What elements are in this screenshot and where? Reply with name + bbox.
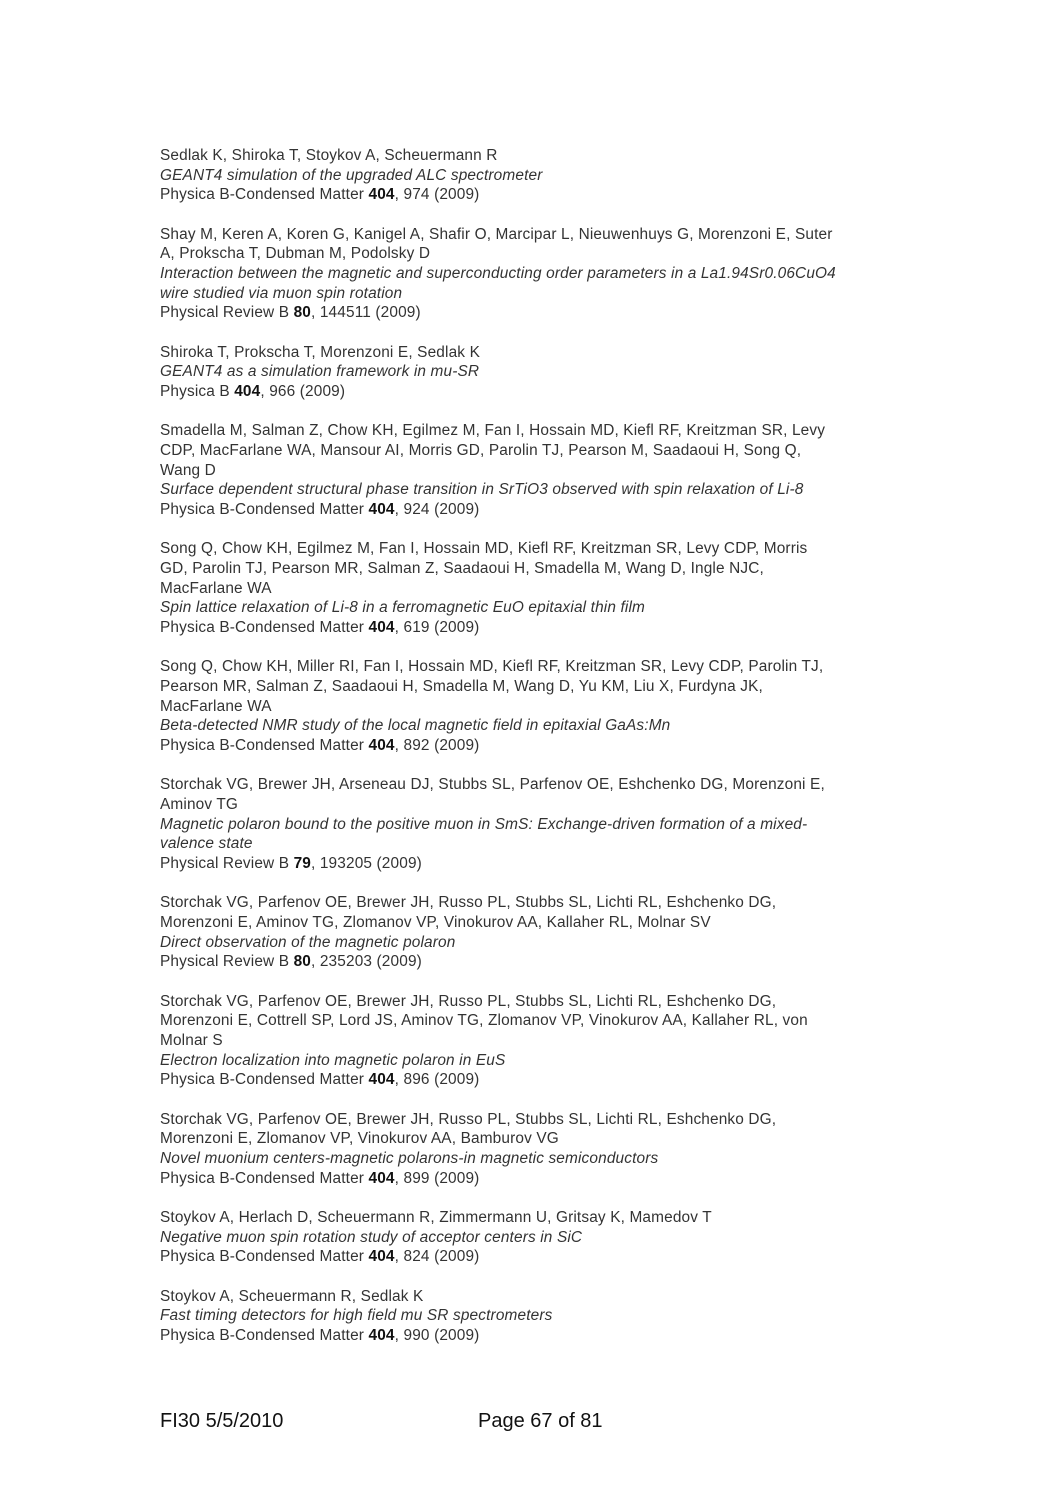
- journal-name: Physica B-Condensed Matter: [160, 1248, 369, 1266]
- reference-entry: [160, 421, 836, 519]
- reference-authors: Shay M, Keren A, Koren G, Kanigel A, Shafir O, Marcipar L, Nieuwenhuys G, Morenzoni E, Suter: [160, 225, 833, 243]
- reference-authors: Wang D: [160, 461, 216, 479]
- reference-title: Fast timing detectors for high field mu SR spectrometers: [160, 1307, 553, 1325]
- pages-year: , 235203 (2009): [311, 953, 422, 971]
- reference-authors: GD, Parolin TJ, Pearson MR, Salman Z, Saadaoui H, Smadella M, Wang D, Ingle NJC,: [160, 560, 764, 578]
- journal-name: Physica B-Condensed Matter: [160, 186, 369, 204]
- pages-year: , 896 (2009): [394, 1071, 480, 1089]
- reference-authors: Smadella M, Salman Z, Chow KH, Egilmez M, Fan I, Hossain MD, Kiefl RF, Kreitzman SR, Levy: [160, 422, 826, 440]
- reference-authors: Molnar S: [160, 1032, 223, 1050]
- journal-volume: 404: [368, 501, 395, 519]
- reference-citation: [160, 618, 836, 638]
- reference-authors: Storchak VG, Parfenov OE, Brewer JH, Russo PL, Stubbs SL, Lichti RL, Eshchenko DG,: [160, 1110, 777, 1128]
- reference-citation: [160, 1326, 836, 1346]
- footer-document-date: FI30 5/5/2010: [160, 1410, 284, 1432]
- reference-citation: [160, 185, 836, 205]
- reference-citation: [160, 854, 836, 874]
- reference-citation: [160, 952, 836, 972]
- reference-authors: Morenzoni E, Cottrell SP, Lord JS, Aminov TG, Zlomanov VP, Vinokurov AA, Kallaher RL, von: [160, 1012, 808, 1030]
- reference-authors: Stoykov A, Scheuermann R, Sedlak K: [160, 1287, 424, 1305]
- reference-citation: [160, 500, 836, 520]
- journal-name: Physical Review B: [160, 304, 294, 322]
- pages-year: , 924 (2009): [394, 501, 480, 519]
- reference-title: Negative muon spin rotation study of acceptor centers in SiC: [160, 1228, 583, 1246]
- pages-year: , 144511 (2009): [311, 304, 421, 322]
- pages-year: , 824 (2009): [394, 1248, 480, 1266]
- pages-year: , 892 (2009): [394, 737, 480, 755]
- reference-authors: Aminov TG: [160, 796, 239, 814]
- reference-title: Interaction between the magnetic and superconducting order parameters in a La1.94Sr0.06CuO4: [160, 265, 836, 283]
- journal-name: Physica B-Condensed Matter: [160, 737, 369, 755]
- reference-authors: Morenzoni E, Zlomanov VP, Vinokurov AA, Bamburov VG: [160, 1130, 559, 1148]
- reference-authors: A, Prokscha T, Dubman M, Podolsky D: [160, 245, 431, 263]
- reference-title: valence state: [160, 835, 253, 853]
- reference-entry: [160, 343, 836, 402]
- footer-page-number: Page 67 of 81: [478, 1410, 603, 1432]
- reference-authors: Storchak VG, Parfenov OE, Brewer JH, Russo PL, Stubbs SL, Lichti RL, Eshchenko DG,: [160, 894, 777, 912]
- journal-name: Physica B-Condensed Matter: [160, 1327, 369, 1345]
- reference-title: Surface dependent structural phase transition in SrTiO3 observed with spin relaxation of Li-8: [160, 481, 804, 499]
- reference-authors: Stoykov A, Herlach D, Scheuermann R, Zimmermann U, Gritsay K, Mamedov T: [160, 1209, 712, 1227]
- journal-name: Physica B-Condensed Matter: [160, 501, 369, 519]
- reference-entry: [160, 657, 836, 755]
- journal-name: Physical Review B: [160, 953, 294, 971]
- reference-citation: [160, 1169, 836, 1189]
- reference-authors: Shiroka T, Prokscha T, Morenzoni E, Sedlak K: [160, 343, 480, 361]
- reference-authors: CDP, MacFarlane WA, Mansour AI, Morris GD, Parolin TJ, Pearson M, Saadaoui H, Song Q,: [160, 442, 802, 460]
- journal-name: Physical Review B: [160, 855, 294, 873]
- pages-year: , 619 (2009): [394, 619, 480, 637]
- reference-authors: Storchak VG, Parfenov OE, Brewer JH, Russo PL, Stubbs SL, Lichti RL, Eshchenko DG,: [160, 992, 777, 1010]
- pages-year: , 974 (2009): [394, 186, 480, 204]
- journal-name: Physica B-Condensed Matter: [160, 1071, 369, 1089]
- reference-citation: [160, 382, 836, 402]
- reference-entry: [160, 992, 836, 1090]
- journal-volume: 404: [368, 619, 395, 637]
- reference-authors: Sedlak K, Shiroka T, Stoykov A, Scheuermann R: [160, 147, 498, 164]
- reference-title: wire studied via muon spin rotation: [160, 284, 403, 302]
- journal-volume: 404: [368, 737, 395, 755]
- reference-authors: Song Q, Chow KH, Egilmez M, Fan I, Hossain MD, Kiefl RF, Kreitzman SR, Levy CDP, Morris: [160, 540, 808, 558]
- reference-entry: [160, 146, 836, 205]
- reference-title: GEANT4 simulation of the upgraded ALC spectrometer: [160, 166, 543, 184]
- reference-entry: [160, 893, 836, 972]
- reference-entry: [160, 1110, 836, 1189]
- journal-volume: 80: [293, 304, 311, 322]
- journal-volume: 80: [293, 953, 311, 971]
- reference-authors: Pearson MR, Salman Z, Saadaoui H, Smadella M, Wang D, Yu KM, Liu X, Furdyna JK,: [160, 678, 763, 696]
- pages-year: , 966 (2009): [260, 383, 346, 401]
- reference-entry: [160, 1208, 836, 1267]
- reference-entry: [160, 775, 836, 873]
- reference-entry: [160, 1287, 836, 1346]
- pages-year: , 990 (2009): [394, 1327, 480, 1345]
- journal-volume: 404: [368, 186, 395, 204]
- reference-citation: [160, 736, 836, 756]
- journal-volume: 404: [368, 1327, 395, 1345]
- reference-authors: Song Q, Chow KH, Miller RI, Fan I, Hossain MD, Kiefl RF, Kreitzman SR, Levy CDP, Parolin TJ,: [160, 658, 824, 676]
- reference-title: Spin lattice relaxation of Li-8 in a ferromagnetic EuO epitaxial thin film: [160, 599, 646, 617]
- reference-title: Beta-detected NMR study of the local magnetic field in epitaxial GaAs:Mn: [160, 717, 671, 735]
- reference-title: Magnetic polaron bound to the positive muon in SmS: Exchange-driven formation of a mixed-: [160, 815, 808, 833]
- reference-title: Novel muonium centers-magnetic polarons-in magnetic semiconductors: [160, 1150, 659, 1168]
- reference-entry: [160, 225, 836, 323]
- journal-volume: 404: [368, 1169, 395, 1187]
- reference-title: GEANT4 as a simulation framework in mu-SR: [160, 363, 480, 381]
- pages-year: , 899 (2009): [394, 1169, 480, 1187]
- journal-volume: 404: [234, 383, 261, 401]
- journal-name: Physica B-Condensed Matter: [160, 1169, 369, 1187]
- reference-title: Direct observation of the magnetic polaron: [160, 933, 456, 951]
- reference-authors: MacFarlane WA: [160, 579, 272, 597]
- journal-volume: 404: [368, 1248, 395, 1266]
- reference-citation: [160, 1247, 836, 1267]
- reference-citation: [160, 303, 836, 323]
- reference-title: Electron localization into magnetic polaron in EuS: [160, 1051, 506, 1069]
- reference-authors: Storchak VG, Brewer JH, Arseneau DJ, Stubbs SL, Parfenov OE, Eshchenko DG, Morenzoni E,: [160, 776, 825, 794]
- reference-authors: MacFarlane WA: [160, 697, 272, 715]
- reference-list: [160, 146, 836, 1365]
- journal-volume: 79: [293, 855, 311, 873]
- journal-name: Physica B: [160, 383, 235, 401]
- pages-year: , 193205 (2009): [311, 855, 422, 873]
- journal-name: Physica B-Condensed Matter: [160, 619, 369, 637]
- reference-entry: [160, 539, 836, 637]
- reference-citation: [160, 1070, 836, 1090]
- reference-authors: Morenzoni E, Aminov TG, Zlomanov VP, Vinokurov AA, Kallaher RL, Molnar SV: [160, 914, 711, 932]
- journal-volume: 404: [368, 1071, 395, 1089]
